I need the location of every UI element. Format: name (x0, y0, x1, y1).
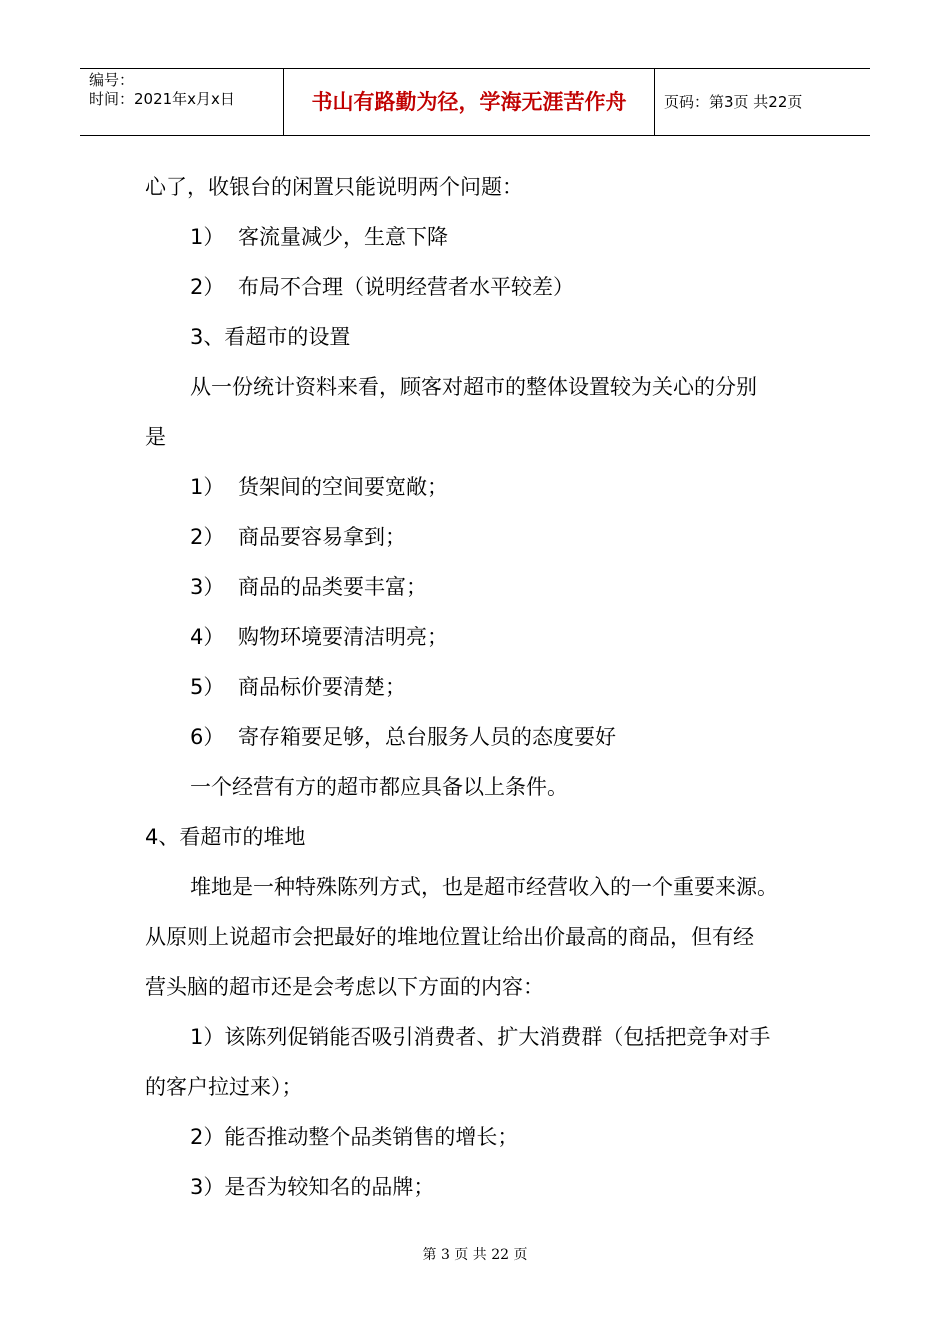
paragraph-line: 是 (145, 425, 166, 449)
paragraph-line: 2）能否推动整个品类销售的增长； (190, 1125, 519, 1149)
header-motto: 书山有路勤为径，学海无涯苦作舟 (283, 69, 655, 135)
list-number: 3） (190, 575, 225, 599)
list-item (145, 712, 825, 762)
list-number: 1） (190, 225, 225, 249)
list-number: 1） (190, 475, 225, 499)
paragraph-line: 3）是否为较知名的品牌； (190, 1175, 435, 1199)
header-meta (80, 69, 283, 135)
list-number: 6） (190, 725, 225, 749)
list-item (145, 212, 825, 262)
list-text: 客流量减少，生意下降 (238, 225, 448, 249)
list-text: 商品标价要清楚； (238, 675, 406, 699)
list-text: 货架间的空间要宽敞； (238, 475, 448, 499)
page-header (80, 68, 870, 136)
list-item (145, 612, 825, 662)
list-number: 4） (190, 625, 225, 649)
document-body (145, 162, 825, 1212)
list-item (145, 462, 825, 512)
paragraph-line: 堆地是一种特殊陈列方式，也是超市经营收入的一个重要来源。 (190, 875, 778, 899)
list-item (145, 262, 825, 312)
list-text: 商品要容易拿到； (238, 525, 406, 549)
list-text: 布局不合理（说明经营者水平较差） (238, 275, 574, 299)
paragraph-line: 一个经营有方的超市都应具备以上条件。 (190, 775, 568, 799)
paragraph-line: 心了，收银台的闲置只能说明两个问题： (145, 175, 523, 199)
paragraph-line: 1）该陈列促销能否吸引消费者、扩大消费群（包括把竞争对手 (190, 1025, 771, 1049)
section-heading: 4、看超市的堆地 (145, 825, 306, 849)
paragraph-line: 从一份统计资料来看，顾客对超市的整体设置较为关心的分别 (190, 375, 757, 399)
header-page-info: 页码：第3页 共22页 (664, 93, 803, 111)
list-item (145, 662, 825, 712)
page-footer: 第 3 页 共 22 页 (422, 1247, 528, 1263)
list-number: 5） (190, 675, 225, 699)
document-number-label: 编号： (89, 71, 135, 89)
paragraph-line: 的客户拉过来）； (145, 1075, 303, 1099)
list-number: 2） (190, 525, 225, 549)
list-text: 购物环境要清洁明亮； (238, 625, 448, 649)
document-date-label: 时间：2021年x月x日 (89, 90, 235, 108)
list-item (145, 562, 825, 612)
section-heading: 3、看超市的设置 (190, 325, 351, 349)
list-text: 商品的品类要丰富； (238, 575, 427, 599)
paragraph-line: 营头脑的超市还是会考虑以下方面的内容： (145, 975, 544, 999)
paragraph-line: 从原则上说超市会把最好的堆地位置让给出价最高的商品，但有经 (145, 925, 754, 949)
list-item (145, 512, 825, 562)
list-text: 寄存箱要足够，总台服务人员的态度要好 (238, 725, 616, 749)
list-number: 2） (190, 275, 225, 299)
